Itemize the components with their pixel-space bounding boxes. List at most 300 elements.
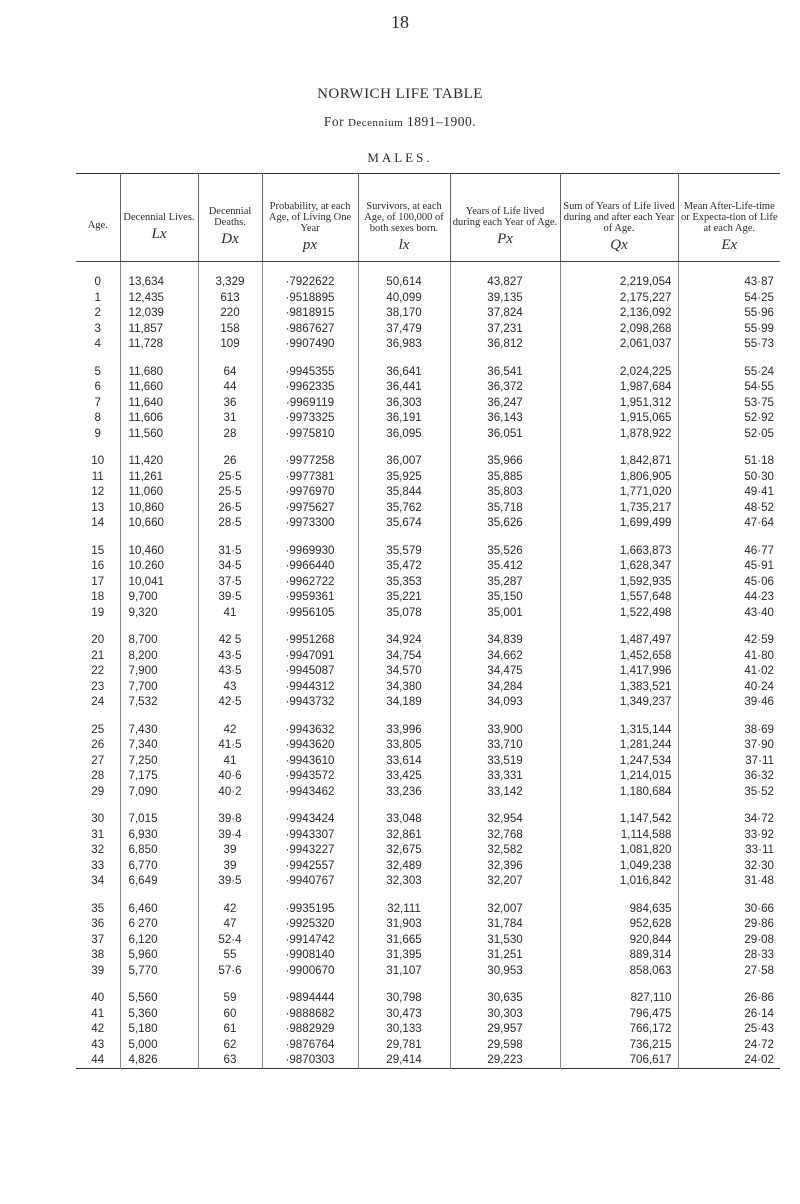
cell-lives: 5,560 (120, 990, 198, 1006)
cell-sum-years: 827,110 (560, 990, 678, 1006)
cell-deaths: 42·5 (198, 694, 262, 710)
cell-probability: ·9944312 (262, 679, 358, 695)
cell-deaths: 55 (198, 947, 262, 963)
table-row (76, 426, 780, 442)
cell-mean-afterlife: 42·59 (678, 632, 780, 648)
cell-years-lived: 32,954 (450, 811, 560, 827)
cell-deaths: 41·5 (198, 737, 262, 753)
cell-deaths: 42 5 (198, 632, 262, 648)
cell-sum-years: 736,215 (560, 1037, 678, 1053)
symbol-Qx: Qx (610, 236, 628, 253)
cell-sum-years: 1,699,499 (560, 515, 678, 531)
cell-probability: ·9973300 (262, 515, 358, 531)
cell-probability: ·9518895 (262, 290, 358, 306)
cell-probability: ·9969119 (262, 395, 358, 411)
cell-survivors: 35,221 (358, 589, 450, 605)
cell-probability: ·9975810 (262, 426, 358, 442)
cell-sum-years: 766,172 (560, 1021, 678, 1037)
cell-mean-afterlife: 35·52 (678, 784, 780, 800)
symbol-px: px (302, 236, 318, 253)
table-row (76, 453, 780, 469)
cell-deaths: 28 (198, 426, 262, 442)
cell-sum-years: 1,147,542 (560, 811, 678, 827)
cell-mean-afterlife: 24·02 (678, 1052, 780, 1068)
table-row (76, 574, 780, 590)
cell-age: 16 (91, 559, 105, 573)
cell-survivors: 35,579 (358, 543, 450, 559)
cell-lives: 11,728 (120, 336, 198, 352)
table-row (76, 290, 780, 306)
cell-deaths: 43·5 (198, 648, 262, 664)
group-spacer (76, 799, 780, 811)
cell-deaths: 62 (198, 1037, 262, 1053)
cell-deaths: 31·5 (198, 543, 262, 559)
cell-lives: 4,826 (120, 1052, 198, 1068)
cell-survivors: 35,844 (358, 484, 450, 500)
cell-deaths: 43·5 (198, 663, 262, 679)
table-row (76, 753, 780, 769)
cell-age: 21 (91, 648, 105, 662)
cell-age: 0 (94, 275, 101, 289)
cell-age: 32 (91, 843, 105, 857)
cell-probability: ·9977381 (262, 469, 358, 485)
cell-mean-afterlife: 43·87 (678, 274, 780, 290)
cell-sum-years: 706,617 (560, 1052, 678, 1068)
cell-age: 5 (94, 364, 101, 378)
cell-deaths: 28·5 (198, 515, 262, 531)
cell-mean-afterlife: 54·25 (678, 290, 780, 306)
cell-lives: 5,180 (120, 1021, 198, 1037)
cell-probability: ·9900670 (262, 963, 358, 979)
subtitle-decennium: Decennium (347, 117, 404, 129)
cell-sum-years: 1,628,347 (560, 558, 678, 574)
cell-survivors: 35,674 (358, 515, 450, 531)
cell-mean-afterlife: 26·14 (678, 1006, 780, 1022)
cell-deaths: 63 (198, 1052, 262, 1068)
cell-deaths: 613 (198, 290, 262, 306)
cell-mean-afterlife: 27·58 (678, 963, 780, 979)
cell-sum-years: 1,180,684 (560, 784, 678, 800)
cell-survivors: 32,303 (358, 873, 450, 889)
cell-mean-afterlife: 33·11 (678, 842, 780, 858)
cell-deaths: 220 (198, 305, 262, 321)
cell-probability: ·9943424 (262, 811, 358, 827)
cell-deaths: 39·5 (198, 589, 262, 605)
cell-probability: ·9943610 (262, 753, 358, 769)
cell-years-lived: 35,718 (450, 500, 560, 516)
table-row (76, 932, 780, 948)
cell-sum-years: 1,663,873 (560, 543, 678, 559)
cell-probability: ·9935195 (262, 901, 358, 917)
cell-survivors: 30,133 (358, 1021, 450, 1037)
cell-years-lived: 33,331 (450, 768, 560, 784)
cell-survivors: 34,189 (358, 694, 450, 710)
cell-lives: 5,360 (120, 1006, 198, 1022)
cell-mean-afterlife: 40·24 (678, 679, 780, 695)
cell-age: 37 (91, 932, 105, 946)
cell-survivors: 50,614 (358, 274, 450, 290)
cell-survivors: 33,996 (358, 722, 450, 738)
cell-years-lived: 39,135 (450, 290, 560, 306)
cell-sum-years: 1,081,820 (560, 842, 678, 858)
table-row (76, 1006, 780, 1022)
group-spacer (76, 978, 780, 990)
cell-age: 44 (91, 1053, 105, 1067)
cell-probability: ·9882929 (262, 1021, 358, 1037)
cell-years-lived: 33,900 (450, 722, 560, 738)
cell-mean-afterlife: 52·92 (678, 410, 780, 426)
cell-survivors: 33,805 (358, 737, 450, 753)
cell-survivors: 35,762 (358, 500, 450, 516)
cell-sum-years: 1,592,935 (560, 574, 678, 590)
group-spacer (76, 889, 780, 901)
cell-deaths: 52·4 (198, 932, 262, 948)
cell-survivors: 33,425 (358, 768, 450, 784)
cell-probability: ·9914742 (262, 932, 358, 948)
cell-age: 28 (91, 769, 105, 783)
cell-survivors: 29,781 (358, 1037, 450, 1053)
cell-lives: 5,000 (120, 1037, 198, 1053)
cell-age: 15 (91, 543, 105, 557)
cell-mean-afterlife: 55·96 (678, 305, 780, 321)
cell-probability: ·9818915 (262, 305, 358, 321)
cell-sum-years: 1,417,996 (560, 663, 678, 679)
cell-lives: 7,430 (120, 722, 198, 738)
cell-lives: 12,039 (120, 305, 198, 321)
life-table (76, 173, 780, 1069)
cell-lives: 10,460 (120, 543, 198, 559)
cell-deaths: 59 (198, 990, 262, 1006)
cell-lives: 11,640 (120, 395, 198, 411)
cell-sum-years: 1,247,534 (560, 753, 678, 769)
cell-probability: ·9908140 (262, 947, 358, 963)
cell-sum-years: 2,061,037 (560, 336, 678, 352)
header-sum-years: Sum of Years of Life lived during and after each Year of Age. Qx (560, 174, 678, 262)
cell-years-lived: 35,526 (450, 543, 560, 559)
header-years-lived: Years of Life lived during each Year of Age. Px (450, 174, 560, 262)
cell-deaths: 43 (198, 679, 262, 695)
cell-years-lived: 33,710 (450, 737, 560, 753)
cell-survivors: 35,078 (358, 605, 450, 621)
cell-probability: ·9975627 (262, 500, 358, 516)
cell-age: 19 (91, 605, 105, 619)
cell-years-lived: 31,251 (450, 947, 560, 963)
cell-survivors: 35,472 (358, 558, 450, 574)
table-row (76, 305, 780, 321)
symbol-lx-small: lx (398, 236, 410, 253)
cell-mean-afterlife: 33·92 (678, 827, 780, 843)
cell-probability: ·9943732 (262, 694, 358, 710)
cell-deaths: 39 (198, 842, 262, 858)
cell-probability: ·9925320 (262, 916, 358, 932)
cell-sum-years: 1,349,237 (560, 694, 678, 710)
cell-probability: ·9907490 (262, 336, 358, 352)
table-row (76, 858, 780, 874)
cell-age: 24 (91, 695, 105, 709)
cell-years-lived: 34,662 (450, 648, 560, 664)
cell-mean-afterlife: 45·91 (678, 558, 780, 574)
cell-mean-afterlife: 54·55 (678, 379, 780, 395)
cell-probability: ·9888682 (262, 1006, 358, 1022)
table-row (76, 722, 780, 738)
group-spacer (76, 531, 780, 543)
cell-years-lived: 29,223 (450, 1052, 560, 1068)
cell-lives: 6,649 (120, 873, 198, 889)
cell-sum-years: 2,136,092 (560, 305, 678, 321)
cell-mean-afterlife: 37·11 (678, 753, 780, 769)
cell-deaths: 64 (198, 364, 262, 380)
cell-probability: ·9969930 (262, 543, 358, 559)
cell-deaths: 3,329 (198, 274, 262, 290)
cell-years-lived: 32,768 (450, 827, 560, 843)
cell-sum-years: 1,049,238 (560, 858, 678, 874)
cell-sum-years: 858,063 (560, 963, 678, 979)
cell-sum-years: 1,452,658 (560, 648, 678, 664)
cell-deaths: 39 (198, 858, 262, 874)
cell-lives: 11,420 (120, 453, 198, 469)
cell-survivors: 31,665 (358, 932, 450, 948)
cell-lives: 6,770 (120, 858, 198, 874)
cell-sum-years: 1,281,244 (560, 737, 678, 753)
cell-sum-years: 889,314 (560, 947, 678, 963)
subtitle-years: 1891–1900. (407, 114, 477, 129)
cell-sum-years: 1,878,922 (560, 426, 678, 442)
cell-age: 7 (94, 395, 101, 409)
cell-deaths: 34·5 (198, 558, 262, 574)
cell-survivors: 34,570 (358, 663, 450, 679)
table-row (76, 963, 780, 979)
cell-age: 4 (94, 337, 101, 351)
cell-survivors: 31,107 (358, 963, 450, 979)
cell-probability: ·9867627 (262, 321, 358, 337)
table-row (76, 842, 780, 858)
cell-years-lived: 35,287 (450, 574, 560, 590)
cell-years-lived: 34,284 (450, 679, 560, 695)
cell-age: 34 (91, 874, 105, 888)
cell-probability: ·9977258 (262, 453, 358, 469)
cell-mean-afterlife: 52·05 (678, 426, 780, 442)
cell-age: 42 (91, 1022, 105, 1036)
cell-probability: ·9943462 (262, 784, 358, 800)
cell-sum-years: 952,628 (560, 916, 678, 932)
cell-sum-years: 1,383,521 (560, 679, 678, 695)
table-row (76, 589, 780, 605)
table-row (76, 1021, 780, 1037)
cell-survivors: 31,395 (358, 947, 450, 963)
cell-mean-afterlife: 36·32 (678, 768, 780, 784)
cell-survivors: 38,170 (358, 305, 450, 321)
cell-years-lived: 34,839 (450, 632, 560, 648)
cell-sum-years: 1,806,905 (560, 469, 678, 485)
page-title: NORWICH LIFE TABLE (317, 86, 483, 102)
cell-lives: 11,857 (120, 321, 198, 337)
header-deaths: Decennial Deaths. Dx (198, 174, 262, 262)
cell-age: 29 (91, 784, 105, 798)
cell-probability: ·9959361 (262, 589, 358, 605)
table-row (76, 558, 780, 574)
cell-age: 2 (94, 306, 101, 320)
cell-probability: ·9943572 (262, 768, 358, 784)
table-row (76, 543, 780, 559)
cell-survivors: 29,414 (358, 1052, 450, 1068)
cell-mean-afterlife: 25·43 (678, 1021, 780, 1037)
cell-probability: ·9945087 (262, 663, 358, 679)
cell-sum-years: 2,175,227 (560, 290, 678, 306)
cell-probability: ·9956105 (262, 605, 358, 621)
cell-mean-afterlife: 39·46 (678, 694, 780, 710)
cell-lives: 13,634 (120, 274, 198, 290)
cell-age: 25 (91, 722, 105, 736)
cell-age: 36 (91, 917, 105, 931)
cell-sum-years: 2,024,225 (560, 364, 678, 380)
cell-lives: 8,700 (120, 632, 198, 648)
cell-lives: 6 270 (120, 916, 198, 932)
cell-age: 26 (91, 738, 105, 752)
cell-lives: 11,680 (120, 364, 198, 380)
cell-years-lived: 29,957 (450, 1021, 560, 1037)
cell-years-lived: 31,530 (450, 932, 560, 948)
cell-survivors: 40,099 (358, 290, 450, 306)
cell-survivors: 33,048 (358, 811, 450, 827)
cell-survivors: 36,007 (358, 453, 450, 469)
cell-lives: 10,860 (120, 500, 198, 516)
cell-probability: ·9945355 (262, 364, 358, 380)
cell-mean-afterlife: 29·08 (678, 932, 780, 948)
cell-age: 11 (91, 469, 104, 483)
cell-probability: ·9973325 (262, 410, 358, 426)
cell-lives: 7,175 (120, 768, 198, 784)
cell-deaths: 26·5 (198, 500, 262, 516)
cell-survivors: 32,111 (358, 901, 450, 917)
cell-survivors: 33,614 (358, 753, 450, 769)
cell-lives: 8,200 (120, 648, 198, 664)
cell-years-lived: 35,150 (450, 589, 560, 605)
symbol-lx: Lx (151, 225, 167, 242)
cell-deaths: 61 (198, 1021, 262, 1037)
cell-age: 14 (91, 516, 105, 530)
table-row (76, 379, 780, 395)
cell-lives: 10,041 (120, 574, 198, 590)
cell-years-lived: 35,626 (450, 515, 560, 531)
cell-deaths: 25·5 (198, 484, 262, 500)
cell-age: 13 (91, 500, 105, 514)
cell-deaths: 40·6 (198, 768, 262, 784)
cell-mean-afterlife: 55·73 (678, 336, 780, 352)
header-lives: Decennial Lives. Lx (120, 174, 198, 262)
cell-deaths: 42 (198, 901, 262, 917)
cell-age: 40 (91, 991, 105, 1005)
cell-survivors: 31,903 (358, 916, 450, 932)
cell-mean-afterlife: 24·72 (678, 1037, 780, 1053)
cell-years-lived: 36,812 (450, 336, 560, 352)
cell-mean-afterlife: 46·77 (678, 543, 780, 559)
table-row (76, 947, 780, 963)
table-row (76, 811, 780, 827)
cell-survivors: 32,675 (358, 842, 450, 858)
cell-deaths: 41 (198, 753, 262, 769)
cell-sum-years: 1,951,312 (560, 395, 678, 411)
cell-mean-afterlife: 51·18 (678, 453, 780, 469)
cell-mean-afterlife: 31·48 (678, 873, 780, 889)
header-row (76, 174, 780, 262)
cell-years-lived: 36,051 (450, 426, 560, 442)
table-row (76, 500, 780, 516)
cell-years-lived: 32,007 (450, 901, 560, 917)
header-probability: Probability, at each Age, of Living One Year px (262, 174, 358, 262)
group-spacer (76, 441, 780, 453)
cell-probability: ·9962335 (262, 379, 358, 395)
cell-mean-afterlife: 50·30 (678, 469, 780, 485)
cell-lives: 11,261 (120, 469, 198, 485)
cell-deaths: 26 (198, 453, 262, 469)
cell-survivors: 34,380 (358, 679, 450, 695)
cell-sum-years: 1,016,842 (560, 873, 678, 889)
cell-probability: ·9951268 (262, 632, 358, 648)
cell-age: 43 (91, 1037, 105, 1051)
cell-age: 20 (91, 633, 105, 647)
group-spacer (76, 710, 780, 722)
cell-sum-years: 984,635 (560, 901, 678, 917)
cell-age: 33 (91, 858, 105, 872)
cell-sum-years: 1,557,648 (560, 589, 678, 605)
cell-age: 39 (91, 963, 105, 977)
cell-lives: 6,460 (120, 901, 198, 917)
cell-years-lived: 29,598 (450, 1037, 560, 1053)
table-row (76, 515, 780, 531)
cell-lives: 9,700 (120, 589, 198, 605)
cell-lives: 10,660 (120, 515, 198, 531)
cell-mean-afterlife: 38·69 (678, 722, 780, 738)
cell-age: 17 (91, 574, 105, 588)
header-age: Age. (76, 174, 120, 262)
cell-survivors: 34,924 (358, 632, 450, 648)
cell-lives: 6,850 (120, 842, 198, 858)
cell-probability: ·7922622 (262, 274, 358, 290)
cell-probability: ·9943307 (262, 827, 358, 843)
cell-age: 41 (91, 1006, 105, 1020)
cell-survivors: 35,925 (358, 469, 450, 485)
cell-survivors: 36,983 (358, 336, 450, 352)
cell-deaths: 37·5 (198, 574, 262, 590)
cell-years-lived: 31,784 (450, 916, 560, 932)
cell-probability: ·9870303 (262, 1052, 358, 1068)
cell-mean-afterlife: 29·86 (678, 916, 780, 932)
cell-sum-years: 920,844 (560, 932, 678, 948)
cell-probability: ·9943620 (262, 737, 358, 753)
cell-years-lived: 43,827 (450, 274, 560, 290)
table-row (76, 1052, 780, 1068)
spacer-row (76, 262, 780, 275)
cell-probability: ·9962722 (262, 574, 358, 590)
subtitle (0, 114, 800, 130)
cell-deaths: 31 (198, 410, 262, 426)
cell-deaths: 39·5 (198, 873, 262, 889)
table-row (76, 694, 780, 710)
cell-mean-afterlife: 41·80 (678, 648, 780, 664)
cell-sum-years: 1,214,015 (560, 768, 678, 784)
sex-heading: MALES. (367, 150, 433, 165)
cell-age: 1 (94, 290, 101, 304)
cell-years-lived: 36,143 (450, 410, 560, 426)
cell-survivors: 36,191 (358, 410, 450, 426)
cell-deaths: 57·6 (198, 963, 262, 979)
cell-age: 10 (91, 454, 105, 468)
cell-mean-afterlife: 41·02 (678, 663, 780, 679)
cell-lives: 6,120 (120, 932, 198, 948)
symbol-dx: Dx (221, 231, 239, 247)
cell-lives: 9,320 (120, 605, 198, 621)
cell-probability: ·9942557 (262, 858, 358, 874)
